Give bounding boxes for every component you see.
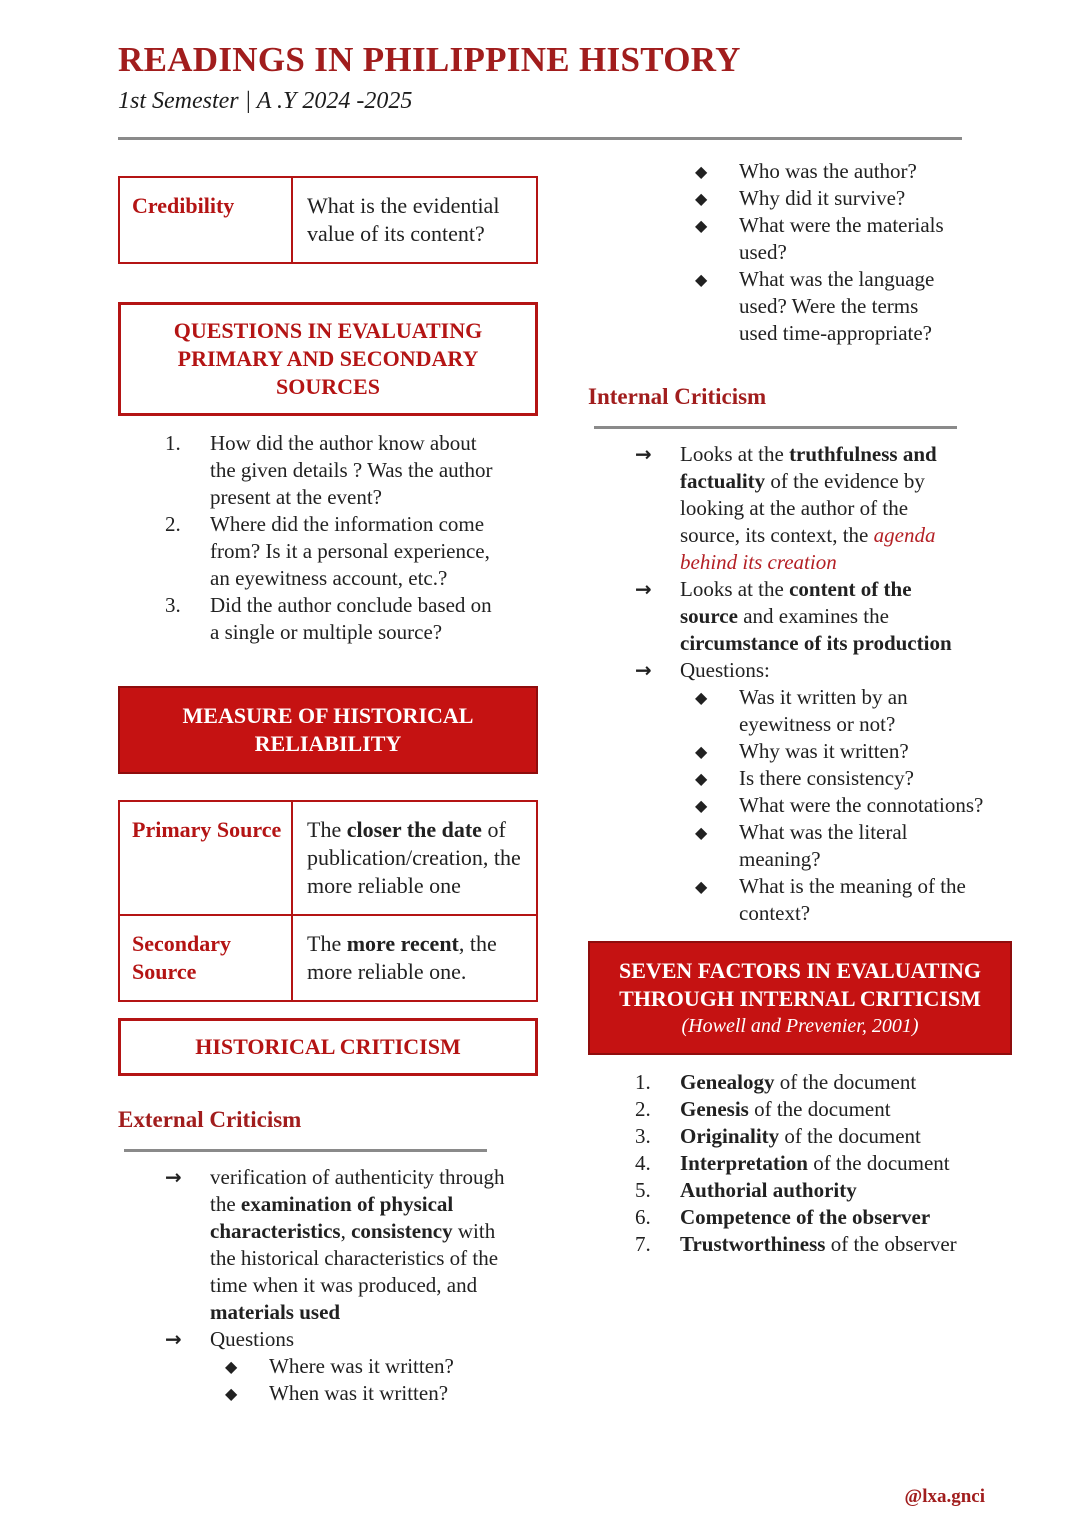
list-item [588, 873, 1012, 927]
heading-line: RELIABILITY [254, 731, 402, 756]
list-item-text: Looks at the content of the source and examines the circumstance of its production [680, 577, 952, 655]
list-number: 4. [635, 1151, 651, 1175]
diamond-bullet-icon: ◆ [225, 1357, 238, 1376]
list-item [588, 1123, 1012, 1150]
list-number: 2. [635, 1097, 651, 1121]
arrow-bullet-icon: → [165, 1327, 182, 1351]
list-item [588, 158, 1012, 185]
credibility-definition: What is the evidential value of its content? [307, 193, 500, 246]
list-number: 5. [635, 1178, 651, 1202]
historical-criticism-heading-box [118, 1018, 538, 1076]
author-handle: @lxa.gnci [904, 1486, 985, 1507]
citation-text: (Howell and Prevenier, 2001) [681, 1015, 919, 1037]
list-item [588, 738, 1012, 765]
list-item-text: Questions [210, 1327, 294, 1351]
list-item-text: Genesis of the document [680, 1097, 891, 1121]
list-item [118, 511, 538, 592]
heading-line: QUESTIONS IN EVALUATING [173, 318, 483, 343]
list-item-text: Did the author conclude based on a single or multiple source? [210, 593, 492, 644]
evaluation-questions-list [118, 430, 538, 646]
list-item-text: Interpretation of the document [680, 1151, 950, 1175]
header-divider [118, 137, 962, 140]
list-item [588, 266, 1012, 347]
list-item [588, 1069, 1012, 1096]
table-row [120, 914, 536, 1000]
arrow-bullet-icon: → [635, 577, 652, 601]
list-item [588, 185, 1012, 212]
page-title: READINGS IN PHILIPPINE HISTORY [118, 40, 741, 79]
secondary-source-definition: The more recent, the more reliable one. [307, 931, 497, 984]
list-item-text: Authorial authority [680, 1178, 857, 1202]
diamond-bullet-icon: ◆ [695, 688, 708, 707]
list-item-text: What is the meaning of the context? [739, 874, 966, 925]
section-divider [594, 426, 957, 429]
external-criticism-heading: External Criticism [118, 1107, 302, 1132]
credibility-table [118, 176, 538, 264]
secondary-source-term: Secondary Source [120, 916, 293, 1000]
questions-evaluating-heading-box [118, 302, 538, 416]
arrow-bullet-icon: → [635, 658, 652, 682]
table-row [120, 178, 536, 262]
table-row [120, 802, 536, 914]
list-item-text: What was the literal meaning? [739, 820, 908, 871]
list-item-text: Where did the information come from? Is it a personal experience, an eyewitness account, etc.? [210, 512, 490, 590]
list-item-text: Competence of the observer [680, 1205, 931, 1229]
external-criticism-list [118, 1164, 538, 1407]
list-item [588, 819, 1012, 873]
arrow-bullet-icon: → [635, 442, 652, 466]
heading-line: MEASURE OF HISTORICAL [182, 703, 474, 728]
heading-line: SEVEN FACTORS IN EVALUATING [618, 958, 982, 983]
list-item [118, 592, 538, 646]
list-item-text: Genealogy of the document [680, 1070, 917, 1094]
list-item-text: Why did it survive? [739, 186, 906, 210]
list-number: 1. [635, 1070, 651, 1094]
two-column-layout [118, 158, 1012, 1407]
list-item-text: When was it written? [269, 1381, 449, 1405]
list-item [588, 1231, 1012, 1258]
diamond-bullet-icon: ◆ [695, 216, 708, 235]
list-item [118, 1380, 538, 1407]
list-item [118, 1326, 538, 1353]
diamond-bullet-icon: ◆ [695, 769, 708, 788]
list-item [588, 684, 1012, 738]
heading-line: PRIMARY AND SECONDARY SOURCES [177, 346, 479, 399]
list-number: 2. [165, 512, 181, 536]
diamond-bullet-icon: ◆ [695, 823, 708, 842]
credibility-term: Credibility [120, 178, 293, 262]
list-item [588, 1096, 1012, 1123]
list-item [588, 657, 1012, 684]
internal-criticism-heading: Internal Criticism [588, 384, 767, 409]
left-column [118, 158, 538, 1407]
list-item-text: Who was the author? [739, 159, 917, 183]
list-item [588, 1204, 1012, 1231]
list-item-text: Is there consistency? [739, 766, 914, 790]
list-item-text: What were the materials used? [739, 213, 944, 264]
list-number: 7. [635, 1232, 651, 1256]
list-item-text: verification of authenticity through the examination of physical characteristics, consistency with the historical characteristics of the time when it was produced, and materials used [210, 1165, 505, 1324]
list-number: 6. [635, 1205, 651, 1229]
list-item-text: Looks at the truthfulness and factuality of the evidence by looking at the author of the source, its context, the agenda behind its creation [680, 442, 937, 574]
diamond-bullet-icon: ◆ [695, 742, 708, 761]
diamond-bullet-icon: ◆ [695, 877, 708, 896]
list-number: 1. [165, 431, 181, 455]
list-item-text: What was the language used? Were the terms used time-appropriate? [739, 267, 935, 345]
diamond-bullet-icon: ◆ [695, 796, 708, 815]
list-item-text: Why was it written? [739, 739, 909, 763]
heading-line: HISTORICAL CRITICISM [195, 1034, 461, 1059]
diamond-bullet-icon: ◆ [225, 1384, 238, 1403]
primary-source-term: Primary Source [120, 802, 293, 914]
list-item [588, 1177, 1012, 1204]
list-item-text: How did the author know about the given details ? Was the author present at the event? [210, 431, 493, 509]
seven-factors-list [588, 1069, 1012, 1258]
continued-questions-list [588, 158, 1012, 347]
measure-reliability-heading-box [118, 686, 538, 774]
right-column [588, 158, 1012, 1407]
list-item [118, 1353, 538, 1380]
internal-criticism-list [588, 441, 1012, 927]
list-item [588, 441, 1012, 576]
list-item [588, 1150, 1012, 1177]
heading-line: THROUGH INTERNAL CRITICISM [619, 986, 981, 1011]
diamond-bullet-icon: ◆ [695, 189, 708, 208]
arrow-bullet-icon: → [165, 1165, 182, 1189]
section-divider [124, 1149, 487, 1152]
list-number: 3. [635, 1124, 651, 1148]
diamond-bullet-icon: ◆ [695, 270, 708, 289]
primary-source-definition: The closer the date of publication/creation, the more reliable one [307, 817, 521, 898]
list-item [588, 792, 1012, 819]
list-item [118, 1164, 538, 1326]
diamond-bullet-icon: ◆ [695, 162, 708, 181]
list-item-text: Where was it written? [269, 1354, 454, 1378]
page-content [118, 40, 1012, 1407]
list-item-text: Trustworthiness of the observer [680, 1232, 957, 1256]
list-item [118, 430, 538, 511]
seven-factors-heading-box [588, 941, 1012, 1055]
list-item-text: Was it written by an eyewitness or not? [739, 685, 908, 736]
list-item-text: Questions: [680, 658, 770, 682]
list-item [588, 576, 1012, 657]
page-subtitle: 1st Semester | A .Y 2024 -2025 [118, 88, 413, 114]
list-number: 3. [165, 593, 181, 617]
reliability-table [118, 800, 538, 1002]
list-item [588, 212, 1012, 266]
list-item-text: Originality of the document [680, 1124, 921, 1148]
list-item [588, 765, 1012, 792]
list-item-text: What were the connotations? [739, 793, 984, 817]
